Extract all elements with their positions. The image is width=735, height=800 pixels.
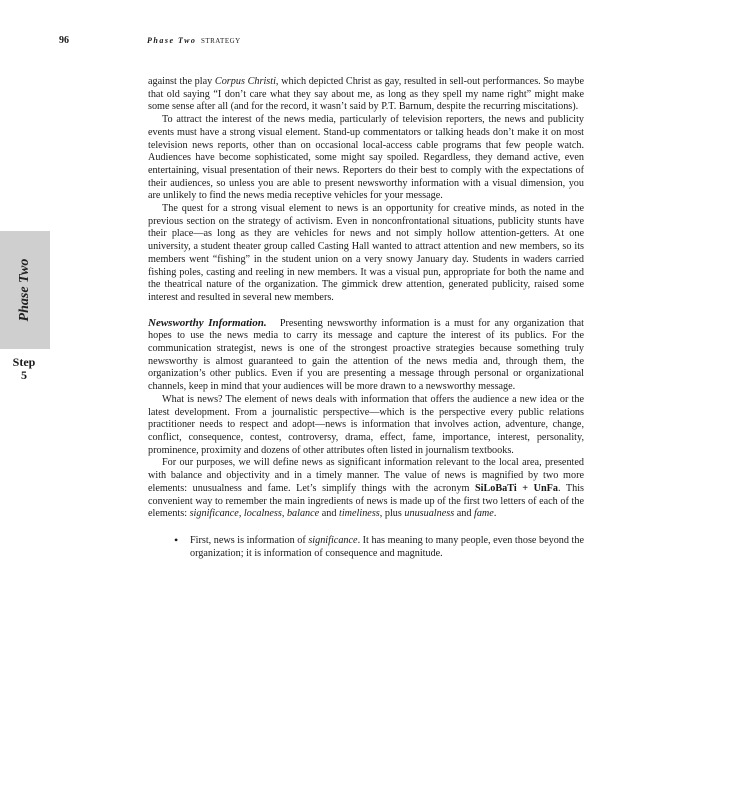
paragraph: What is news? The element of news deals with information that offers the audience a new idea or the latest development. From a journalistic perspective—which is the perspective every public relations practitioner needs to respect and adopt—news is information that involves action, adventure, change, conflict, consequence, contest, controversy, drama, effect, fame, importance, interest, personality, prominence, proximity and dozens of other attributes often listed in journalism textbooks.: [148, 393, 584, 456]
phase-side-tab: [0, 231, 50, 349]
paragraph: The quest for a strong visual element to news is an opportunity for creative minds, as noted in the previous section on the strategy of activism. Even in nonconfrontational situations, publicity stunts have their place—as long as they are vehicles for news and not simply hollow attention-getters. At one university, a student theater group called Casting Hall wanted to attract attention and new members, so its members went “fishing” in the student union on a very snowy January day. Students in waders carried fishing poles, casting and reeling in new members. It was a visual pun, appropriate for both the name and the theatrical nature of the organization. The gimmick drew attention, generated publicity, raised some interest and resulted in several new members.: [148, 203, 584, 303]
page-number: 96: [59, 35, 69, 46]
running-head: [147, 36, 241, 45]
bullet-list: [148, 535, 584, 560]
paragraph: To attract the interest of the news media, particularly of television reporters, the news and publicity events must have a strong visual element. Stand-up commentators or talking heads don’t make it on most television news reports, other than on occasional local-access cable programs that few people watch. Audiences have become sophisticated, some might say spoiled. Regardless, they demand active, even entertaining, visual presentation of their news. Reporters do their best to comply with the expectations of their audiences, so unless you are able to present newsworthy information with a visual dimension, you are unlikely to find the news media receptive vehicles for your message.: [148, 114, 584, 202]
step-label: Step: [12, 355, 36, 369]
list-item: • First, news is information of significance. It has meaning to many people, even those beyond the organization; it is information of consequence and magnitude.: [174, 535, 584, 560]
paragraph: Newsworthy Information. Presenting newsworthy information is a must for any organization that hopes to use the news media to carry its message and capture the interest of its publics. For the communication strategist, news is one of the strongest proactive strategies because something truly newsworthy is almost guaranteed to gain the attention of the news media and, through them, the organization’s other publics. Even if you are presenting a message through personal or organizational channels, keep in mind that your audiences will be more drawn to a newsworthy message.: [148, 316, 585, 393]
running-head-section: STRATEGY: [200, 37, 241, 45]
paragraph: For our purposes, we will define news as significant information relevant to the local area, presented with balance and objectivity and in a timely manner. The value of news is magnified by two more elements: unusualness and fame. Let’s simplify things with the acronym SiLoBaTi + UnFa. This convenient way to remember the main ingredients of news is made up of the first two letters of each of the elements: significance, localness, balance and timeliness, plus unusualness and fame.: [148, 457, 584, 520]
section-heading: Newsworthy Information.: [148, 316, 267, 329]
running-head-phase: Phase Two: [147, 36, 197, 45]
step-marker: [4, 356, 44, 382]
step-number: 5: [21, 368, 27, 382]
paragraph: against the play Corpus Christi, which depicted Christ as gay, resulted in sell-out performances. So maybe that old saying “I don’t care what they say about me, as long as they spell my name right” might make some sense after all (and for the record, it wasn’t said by P.T. Barnum, despite the recurring miscitations).: [148, 76, 584, 113]
body-text: [148, 76, 584, 560]
side-tab-label: Phase Two: [17, 258, 32, 322]
